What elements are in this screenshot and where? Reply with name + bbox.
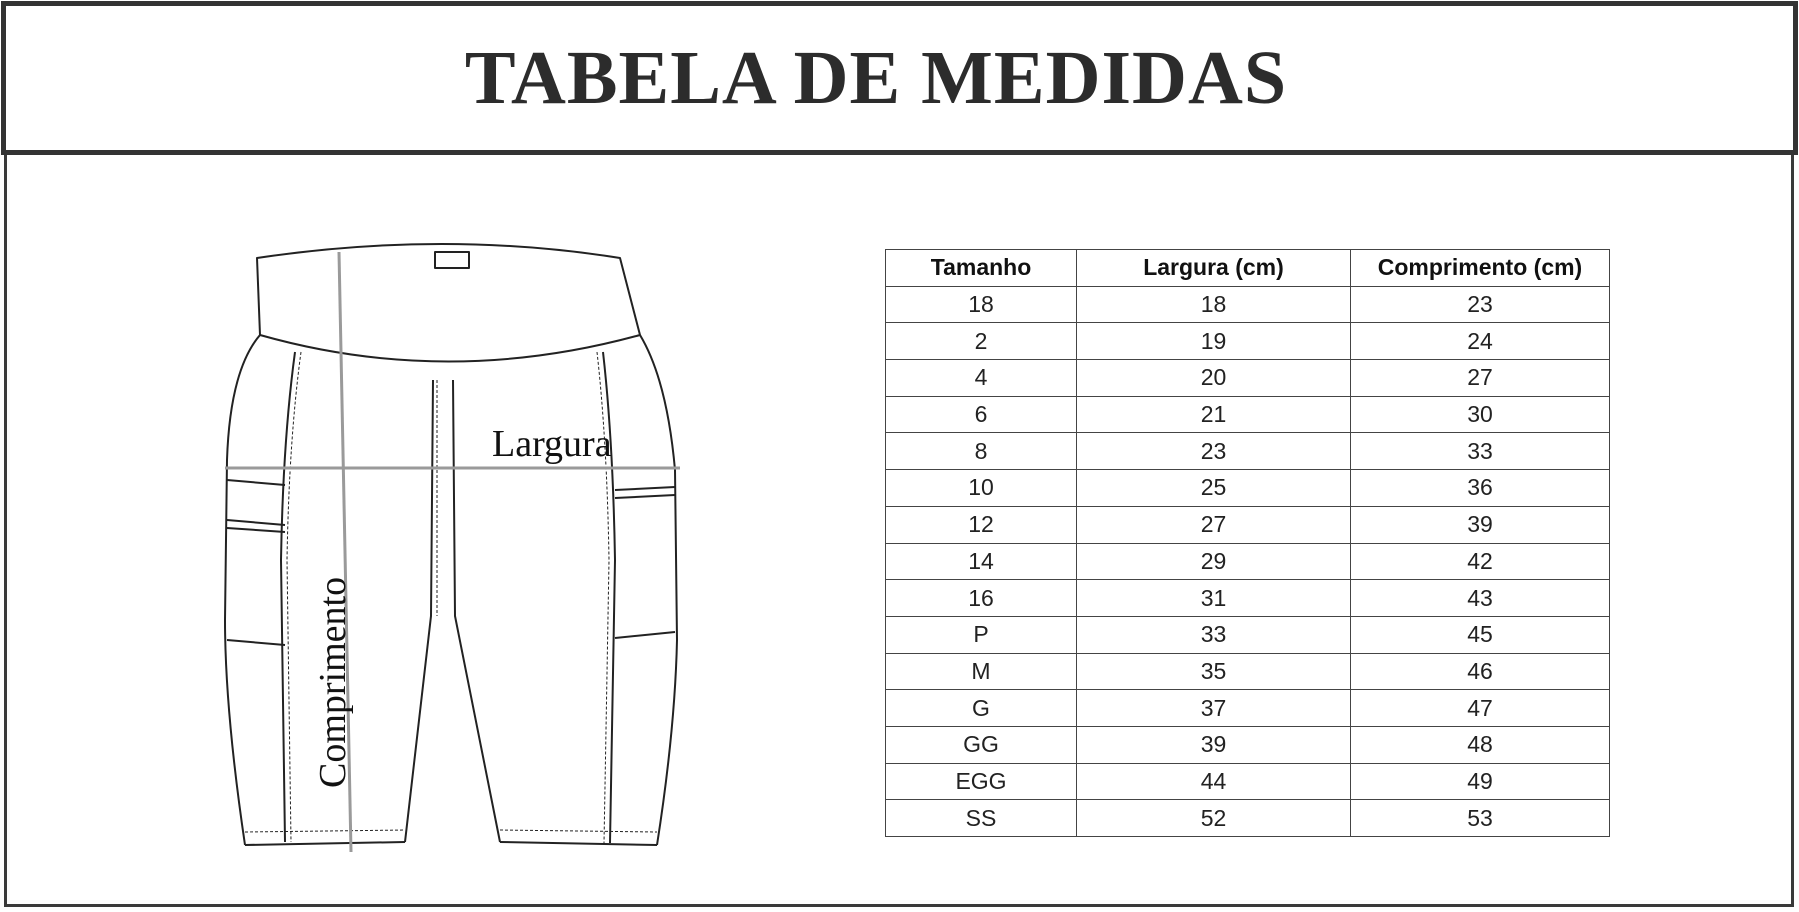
table-header-row [886,250,1610,287]
table-row [886,690,1610,727]
cell-size: 2 [886,323,1077,360]
right-leg-outer [640,335,677,845]
cell-length: 24 [1351,323,1610,360]
left-pocket-lower [227,640,285,645]
table-row [886,360,1610,397]
cell-width: 33 [1077,616,1351,653]
cell-width: 18 [1077,286,1351,323]
cell-size: 12 [886,506,1077,543]
cell-width: 44 [1077,763,1351,800]
right-hem-stitch [500,830,657,832]
table-row [886,763,1610,800]
right-pocket-bottom [615,495,675,498]
cell-length: 33 [1351,433,1610,470]
right-pocket-top [615,487,675,490]
left-panel-seam-inner [287,352,301,842]
header-width: Largura (cm) [1077,250,1351,287]
cell-width: 29 [1077,543,1351,580]
cell-length: 36 [1351,470,1610,507]
size-table [885,249,1610,837]
cell-length: 49 [1351,763,1610,800]
cell-size: GG [886,726,1077,763]
width-label: Largura [492,423,612,465]
cell-length: 23 [1351,286,1610,323]
cell-width: 19 [1077,323,1351,360]
table-row [886,433,1610,470]
table-row [886,726,1610,763]
header-size: Tamanho [886,250,1077,287]
table-row [886,506,1610,543]
cell-size: M [886,653,1077,690]
cell-size: 6 [886,396,1077,433]
cell-size: 8 [886,433,1077,470]
cell-length: 43 [1351,580,1610,617]
table-row [886,543,1610,580]
cell-width: 21 [1077,396,1351,433]
cell-size: 14 [886,543,1077,580]
cell-length: 45 [1351,616,1610,653]
table-row [886,580,1610,617]
cell-size: P [886,616,1077,653]
cell-size: 18 [886,286,1077,323]
left-leg-outer [225,335,260,845]
cell-width: 52 [1077,800,1351,837]
cell-length: 48 [1351,726,1610,763]
table-row [886,396,1610,433]
shorts-diagram [215,240,690,860]
left-pocket-top [227,480,285,485]
cell-width: 39 [1077,726,1351,763]
table-row [886,800,1610,837]
cell-size: G [886,690,1077,727]
table-row [886,286,1610,323]
table-row [886,616,1610,653]
table-row [886,323,1610,360]
header-length: Comprimento (cm) [1351,250,1610,287]
cell-width: 25 [1077,470,1351,507]
left-hem-stitch [245,830,405,832]
table-row [886,470,1610,507]
left-pocket-bottom [227,520,285,525]
cell-width: 31 [1077,580,1351,617]
right-hem [500,842,657,845]
cell-width: 35 [1077,653,1351,690]
cell-width: 27 [1077,506,1351,543]
cell-length: 30 [1351,396,1610,433]
shorts-illustration [215,240,690,860]
cell-width: 20 [1077,360,1351,397]
cell-length: 53 [1351,800,1610,837]
left-inseam [405,380,433,842]
waistband-label-tag [435,252,469,268]
cell-size: SS [886,800,1077,837]
right-pocket-lower [615,632,675,638]
cell-width: 23 [1077,433,1351,470]
cell-length: 27 [1351,360,1610,397]
title-banner [1,1,1798,155]
page-title: TABELA DE MEDIDAS [464,35,1288,120]
cell-width: 37 [1077,690,1351,727]
waistband [257,244,640,362]
cell-size: 4 [886,360,1077,397]
table-row [886,653,1610,690]
left-hem [245,842,405,845]
left-pocket-bottom-2 [227,528,285,532]
cell-length: 46 [1351,653,1610,690]
cell-length: 39 [1351,506,1610,543]
cell-length: 42 [1351,543,1610,580]
cell-size: 16 [886,580,1077,617]
cell-size: 10 [886,470,1077,507]
length-label: Comprimento [312,576,354,788]
cell-size: EGG [886,763,1077,800]
cell-length: 47 [1351,690,1610,727]
